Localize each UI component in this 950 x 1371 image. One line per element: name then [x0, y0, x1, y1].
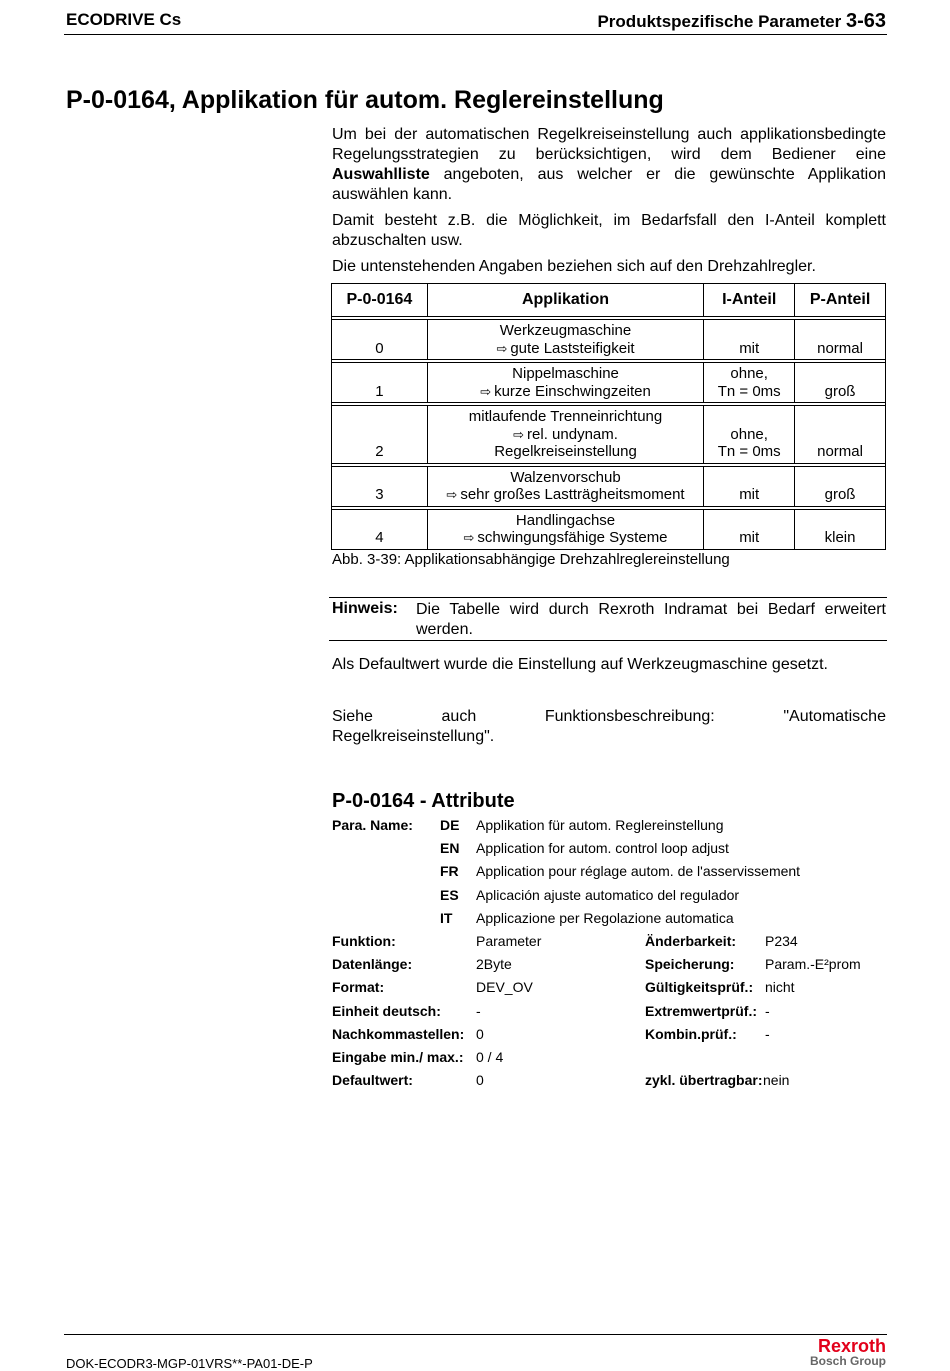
rexroth-logo	[810, 1337, 886, 1367]
intro-p1-start: Um bei der automatischen Regelkreiseinstellung auch applikationsbedingte Regelungsstrategien zu berücksichtigen, wird dem Bediener eine	[332, 126, 886, 163]
attribute-value: 0 / 4	[476, 1049, 504, 1065]
attribute-value: P234	[765, 933, 798, 949]
lang-code: DE	[440, 817, 460, 833]
arrow-right-icon: ⇨	[513, 426, 525, 442]
see-also-word-3: Funktionsbeschreibung:	[544, 708, 715, 725]
param-name-translation: Application pour réglage autom. de l'asservissement	[476, 863, 801, 880]
i-anteil-line: ohne,	[730, 425, 768, 443]
attribute-value: 0	[476, 1025, 484, 1042]
para-name-label: Para. Name:	[332, 817, 413, 833]
cell-id: 0	[332, 320, 428, 360]
attribute-value: DEV_OV	[476, 979, 533, 996]
see-also-line-1	[332, 707, 886, 727]
cell-i-anteil	[704, 509, 795, 549]
attribute-label: Extremwertprüf.:	[645, 1002, 758, 1019]
param-name-translation: Applikation für autom. Reglereinstellung	[476, 817, 724, 833]
applikation-text: rel. undynam.	[527, 425, 618, 443]
i-anteil-line: Tn = 0ms	[717, 382, 781, 400]
attributes-heading: P-0-0164 - Attribute	[332, 790, 515, 812]
attribute-label: Gültigkeitsprüf.:	[645, 979, 754, 996]
applikation-text: Walzenvorschub	[510, 468, 621, 486]
attribute-label: Nachkommastellen:	[332, 1025, 465, 1042]
intro-paragraph-1	[332, 125, 886, 205]
attribute-label: Defaultwert:	[332, 1072, 413, 1089]
i-anteil-line: Tn = 0ms	[717, 443, 781, 460]
applikation-text: kurze Einschwingzeiten	[494, 382, 651, 400]
applikation-text: Werkzeugmaschine	[499, 322, 632, 339]
applikation-line	[432, 408, 699, 426]
applikation-line	[432, 469, 699, 487]
cell-applikation	[427, 406, 703, 464]
applikation-text: sehr großes Lastträgheitsmoment	[460, 486, 685, 503]
see-also-line-2: Regelkreiseinstellung".	[332, 728, 495, 745]
col-header-i-anteil: I-Anteil	[704, 284, 795, 317]
default-text: Als Defaultwert wurde die Einstellung auf Werkzeugmaschine gesetzt.	[332, 656, 828, 673]
page-number: 3-63	[845, 10, 886, 32]
applikation-line	[432, 340, 699, 358]
applikation-line	[432, 529, 699, 547]
table-row	[332, 509, 886, 549]
cell-applikation	[427, 466, 703, 506]
cell-i-anteil	[704, 406, 795, 464]
arrow-right-icon: ⇨	[446, 487, 458, 502]
applikation-line	[432, 512, 699, 530]
cell-p-anteil: klein	[795, 509, 886, 549]
header-rule	[64, 34, 887, 35]
attribute-value: -	[476, 1002, 481, 1019]
col-header-id: P-0-0164	[332, 284, 428, 317]
applikation-text: Regelkreiseinstellung	[494, 443, 637, 460]
applikation-text: gute Laststeifigkeit	[510, 339, 635, 357]
cell-i-anteil	[704, 363, 795, 403]
i-anteil-line: ohne,	[730, 365, 768, 382]
logo-group: Bosch Group	[809, 1354, 886, 1368]
attribute-label: Datenlänge:	[332, 956, 413, 973]
see-also-word-2: auch	[441, 708, 477, 725]
intro-p1-end: angeboten, aus welcher er die gewünschte Applikation auswählen kann.	[332, 166, 886, 203]
logo-brand: Rexroth	[817, 1336, 886, 1356]
application-table	[331, 283, 886, 550]
attribute-label: Eingabe min./ max.:	[332, 1049, 464, 1065]
param-name-translation: Aplicación ajuste automatico del regulador	[476, 886, 740, 903]
cell-i-anteil	[704, 320, 795, 360]
cell-applikation	[427, 320, 703, 360]
arrow-right-icon: ⇨	[463, 530, 475, 545]
note-rule-bottom	[329, 640, 887, 641]
i-anteil-line: mit	[739, 339, 760, 357]
footer-rule	[64, 1334, 887, 1335]
attribute-label: Format:	[332, 979, 385, 996]
applikation-line	[432, 443, 699, 461]
attribute-value: 0	[476, 1072, 484, 1089]
arrow-right-icon: ⇨	[480, 383, 492, 399]
intro-p1-bold: Auswahlliste	[332, 166, 430, 183]
applikation-line	[432, 322, 699, 340]
cell-i-anteil	[704, 466, 795, 506]
attribute-label: zykl. übertragbar:	[645, 1072, 763, 1089]
see-also-word-1: Siehe	[332, 708, 373, 725]
intro-text	[332, 125, 886, 277]
applikation-line	[432, 426, 699, 444]
intro-paragraph-2: Damit besteht z.B. die Möglichkeit, im Bedarfsfall den I-Anteil komplett abzuschalten usw.	[332, 212, 886, 249]
note-rule-top	[329, 597, 887, 598]
attribute-value: Parameter	[476, 933, 542, 949]
cell-p-anteil: normal	[795, 320, 886, 360]
cell-applikation	[427, 363, 703, 403]
applikation-text: Handlingachse	[515, 511, 616, 529]
applikation-line	[432, 383, 699, 401]
cell-p-anteil: groß	[795, 466, 886, 506]
cell-p-anteil: normal	[795, 406, 886, 464]
param-name-translation: Applicazione per Regolazione automatica	[476, 909, 734, 926]
cell-applikation	[427, 509, 703, 549]
applikation-text: mitlaufende Trenneinrichtung	[468, 408, 663, 425]
table-row	[332, 406, 886, 464]
table-row	[332, 320, 886, 360]
intro-paragraph-3: Die untenstehenden Angaben beziehen sich auf den Drehzahlregler.	[332, 258, 816, 275]
table-row	[332, 466, 886, 506]
attribute-value: Param.-E²prom	[765, 956, 861, 973]
i-anteil-line: mit	[739, 486, 760, 503]
lang-code: ES	[440, 886, 459, 903]
lang-code: EN	[440, 840, 460, 857]
header-right	[597, 10, 886, 33]
figure-caption: Abb. 3-39: Applikationsabhängige Drehzahlreglereinstellung	[332, 551, 730, 568]
lang-code: IT	[440, 909, 453, 926]
attribute-label: Funktion:	[332, 933, 396, 949]
cell-id: 1	[332, 363, 428, 403]
i-anteil-line: mit	[739, 529, 760, 546]
attribute-label: Einheit deutsch:	[332, 1002, 441, 1019]
cell-id: 2	[332, 406, 428, 464]
attribute-value: -	[765, 1025, 770, 1042]
footer-doc-id: DOK-ECODR3-MGP-01VRS**-PA01-DE-P	[66, 1356, 313, 1371]
arrow-right-icon: ⇨	[496, 340, 508, 356]
page-title: P-0-0164, Applikation für autom. Reglereinstellung	[66, 86, 664, 114]
attribute-label: Speicherung:	[645, 956, 735, 973]
cell-p-anteil: groß	[795, 363, 886, 403]
header-left: ECODRIVE Cs	[66, 10, 182, 29]
applikation-line	[432, 365, 699, 383]
attribute-value: nein	[763, 1072, 790, 1089]
see-also-word-4: "Automatische	[783, 708, 886, 725]
applikation-text: Nippelmaschine	[512, 365, 619, 382]
table-row	[332, 363, 886, 403]
attribute-value: nicht	[765, 979, 795, 996]
see-also	[332, 707, 886, 747]
header-section-title: Produktspezifische Parameter	[597, 12, 842, 31]
applikation-text: schwingungsfähige Systeme	[477, 529, 668, 546]
lang-code: FR	[440, 863, 459, 880]
col-header-p-anteil: P-Anteil	[795, 284, 886, 317]
attribute-value: -	[765, 1002, 770, 1019]
applikation-line	[432, 486, 699, 504]
param-name-translation: Application for autom. control loop adjust	[476, 840, 729, 857]
attribute-value: 2Byte	[476, 956, 512, 973]
col-header-applikation: Applikation	[427, 284, 703, 317]
note-label: Hinweis:	[332, 600, 398, 617]
note-text: Die Tabelle wird durch Rexroth Indramat bei Bedarf erweitert werden.	[416, 601, 886, 638]
cell-id: 4	[332, 509, 428, 549]
cell-id: 3	[332, 466, 428, 506]
table-header-row	[332, 284, 886, 317]
attribute-label: Änderbarkeit:	[645, 933, 737, 949]
attribute-label: Kombin.prüf.:	[645, 1025, 737, 1042]
